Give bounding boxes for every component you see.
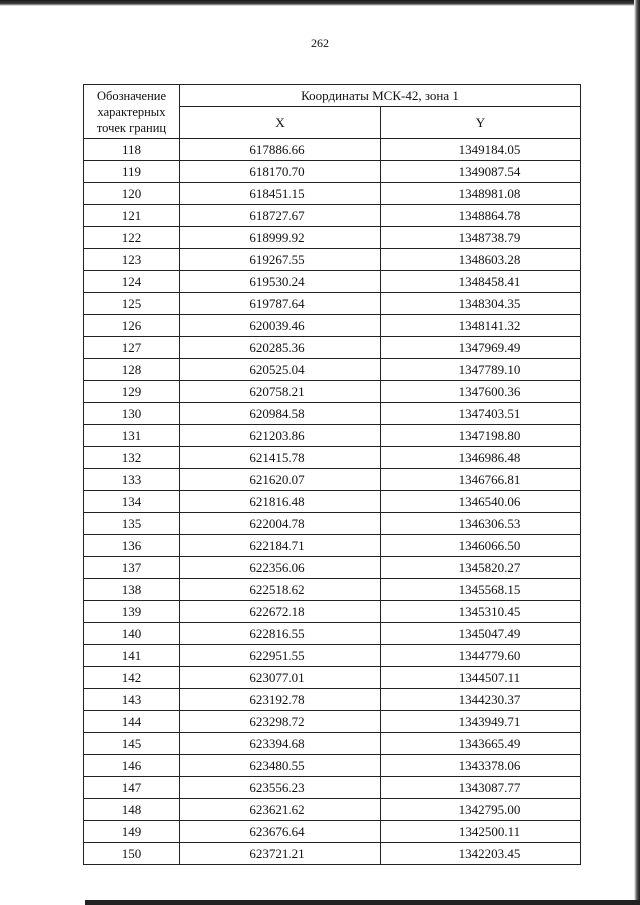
table-row [84, 315, 581, 337]
y-coordinate-cell: 1342500.11 [381, 821, 581, 843]
point-number-cell: 121 [84, 205, 180, 227]
x-coordinate-cell: 621620.07 [180, 469, 381, 491]
point-number-cell: 130 [84, 403, 180, 425]
point-number-cell: 138 [84, 579, 180, 601]
table-row [84, 469, 581, 491]
x-coordinate-cell: 622518.62 [180, 579, 381, 601]
x-coordinate-cell: 619787.64 [180, 293, 381, 315]
x-coordinate-cell: 620039.46 [180, 315, 381, 337]
y-coordinate-cell: 1346986.48 [381, 447, 581, 469]
x-column-header: X [180, 107, 381, 139]
y-coordinate-cell: 1347198.80 [381, 425, 581, 447]
y-coordinate-cell: 1348141.32 [381, 315, 581, 337]
x-coordinate-cell: 622816.55 [180, 623, 381, 645]
table-body [84, 139, 581, 865]
table-row [84, 799, 581, 821]
point-number-cell: 131 [84, 425, 180, 447]
y-coordinate-cell: 1348738.79 [381, 227, 581, 249]
point-number-cell: 127 [84, 337, 180, 359]
y-coordinate-cell: 1343949.71 [381, 711, 581, 733]
table-row [84, 667, 581, 689]
point-number-cell: 139 [84, 601, 180, 623]
y-coordinate-cell: 1347789.10 [381, 359, 581, 381]
y-coordinate-cell: 1348981.08 [381, 183, 581, 205]
y-coordinate-cell: 1343087.77 [381, 777, 581, 799]
header-row-1 [84, 85, 581, 107]
x-coordinate-cell: 623298.72 [180, 711, 381, 733]
x-coordinate-cell: 622356.06 [180, 557, 381, 579]
x-coordinate-cell: 618451.15 [180, 183, 381, 205]
scan-edge-bottom [85, 900, 640, 905]
table-row [84, 535, 581, 557]
y-coordinate-cell: 1349087.54 [381, 161, 581, 183]
y-coordinate-cell: 1346766.81 [381, 469, 581, 491]
point-label-line-2: характерных [97, 104, 166, 119]
table-row [84, 623, 581, 645]
point-number-cell: 143 [84, 689, 180, 711]
point-number-cell: 118 [84, 139, 180, 161]
table-row [84, 249, 581, 271]
y-coordinate-cell: 1342203.45 [381, 843, 581, 865]
y-coordinate-cell: 1345047.49 [381, 623, 581, 645]
y-coordinate-cell: 1344507.11 [381, 667, 581, 689]
x-coordinate-cell: 621203.86 [180, 425, 381, 447]
table-row [84, 227, 581, 249]
x-coordinate-cell: 623621.62 [180, 799, 381, 821]
y-coordinate-cell: 1348458.41 [381, 271, 581, 293]
x-coordinate-cell: 620984.58 [180, 403, 381, 425]
point-number-cell: 147 [84, 777, 180, 799]
x-coordinate-cell: 622004.78 [180, 513, 381, 535]
table-row [84, 491, 581, 513]
table-row [84, 337, 581, 359]
table-row [84, 579, 581, 601]
x-coordinate-cell: 621816.48 [180, 491, 381, 513]
point-number-cell: 133 [84, 469, 180, 491]
scan-edge-top [0, 0, 640, 6]
point-number-cell: 150 [84, 843, 180, 865]
table-row [84, 755, 581, 777]
point-number-cell: 135 [84, 513, 180, 535]
table-row [84, 711, 581, 733]
table-row [84, 425, 581, 447]
coordinates-table [83, 84, 581, 865]
table-row [84, 403, 581, 425]
table-header [84, 85, 581, 139]
point-number-cell: 142 [84, 667, 180, 689]
point-number-cell: 132 [84, 447, 180, 469]
point-number-cell: 134 [84, 491, 180, 513]
x-coordinate-cell: 621415.78 [180, 447, 381, 469]
x-coordinate-cell: 618727.67 [180, 205, 381, 227]
y-column-header: Y [381, 107, 581, 139]
point-number-cell: 149 [84, 821, 180, 843]
x-coordinate-cell: 620525.04 [180, 359, 381, 381]
point-number-cell: 136 [84, 535, 180, 557]
table-row [84, 777, 581, 799]
point-number-cell: 123 [84, 249, 180, 271]
table-row [84, 843, 581, 865]
table-row [84, 359, 581, 381]
y-coordinate-cell: 1346306.53 [381, 513, 581, 535]
table-row [84, 513, 581, 535]
y-coordinate-cell: 1343665.49 [381, 733, 581, 755]
point-label-line-1: Обозначение [96, 88, 167, 103]
x-coordinate-cell: 622951.55 [180, 645, 381, 667]
point-number-cell: 140 [84, 623, 180, 645]
point-number-cell: 120 [84, 183, 180, 205]
x-coordinate-cell: 619530.24 [180, 271, 381, 293]
table-row [84, 381, 581, 403]
point-label-line-3: точек границ [96, 120, 167, 135]
x-coordinate-cell: 623676.64 [180, 821, 381, 843]
x-coordinate-cell: 620758.21 [180, 381, 381, 403]
point-number-cell: 125 [84, 293, 180, 315]
y-coordinate-cell: 1348864.78 [381, 205, 581, 227]
table-row [84, 183, 581, 205]
table-row [84, 689, 581, 711]
y-coordinate-cell: 1345310.45 [381, 601, 581, 623]
point-number-cell: 124 [84, 271, 180, 293]
y-coordinate-cell: 1345568.15 [381, 579, 581, 601]
y-coordinate-cell: 1347600.36 [381, 381, 581, 403]
y-coordinate-cell: 1348304.35 [381, 293, 581, 315]
x-coordinate-cell: 623077.01 [180, 667, 381, 689]
x-coordinate-cell: 623192.78 [180, 689, 381, 711]
scan-edge-right [634, 0, 640, 905]
y-coordinate-cell: 1347403.51 [381, 403, 581, 425]
x-coordinate-cell: 620285.36 [180, 337, 381, 359]
y-coordinate-cell: 1342795.00 [381, 799, 581, 821]
table-row [84, 205, 581, 227]
table-row [84, 601, 581, 623]
x-coordinate-cell: 623394.68 [180, 733, 381, 755]
point-number-cell: 145 [84, 733, 180, 755]
y-coordinate-cell: 1345820.27 [381, 557, 581, 579]
point-number-cell: 141 [84, 645, 180, 667]
point-number-cell: 126 [84, 315, 180, 337]
table-row [84, 293, 581, 315]
point-number-cell: 122 [84, 227, 180, 249]
x-coordinate-cell: 623480.55 [180, 755, 381, 777]
page-number: 262 [311, 36, 329, 50]
y-coordinate-cell: 1347969.49 [381, 337, 581, 359]
y-coordinate-cell: 1346540.06 [381, 491, 581, 513]
y-coordinate-cell: 1344230.37 [381, 689, 581, 711]
point-number-cell: 148 [84, 799, 180, 821]
x-coordinate-cell: 623556.23 [180, 777, 381, 799]
coordinates-group-header: Координаты МСК-42, зона 1 [180, 85, 581, 107]
y-coordinate-cell: 1346066.50 [381, 535, 581, 557]
table-row [84, 645, 581, 667]
point-number-cell: 119 [84, 161, 180, 183]
point-number-cell: 137 [84, 557, 180, 579]
y-coordinate-cell: 1348603.28 [381, 249, 581, 271]
table-row [84, 139, 581, 161]
x-coordinate-cell: 622184.71 [180, 535, 381, 557]
table-row [84, 271, 581, 293]
point-number-cell: 129 [84, 381, 180, 403]
y-coordinate-cell: 1344779.60 [381, 645, 581, 667]
point-number-cell: 146 [84, 755, 180, 777]
table-row [84, 161, 581, 183]
x-coordinate-cell: 619267.55 [180, 249, 381, 271]
y-coordinate-cell: 1349184.05 [381, 139, 581, 161]
point-number-cell: 128 [84, 359, 180, 381]
table-row [84, 733, 581, 755]
point-label-header [84, 85, 180, 139]
x-coordinate-cell: 622672.18 [180, 601, 381, 623]
table-row [84, 821, 581, 843]
point-number-cell: 144 [84, 711, 180, 733]
y-coordinate-cell: 1343378.06 [381, 755, 581, 777]
table-row [84, 557, 581, 579]
x-coordinate-cell: 623721.21 [180, 843, 381, 865]
x-coordinate-cell: 617886.66 [180, 139, 381, 161]
x-coordinate-cell: 618999.92 [180, 227, 381, 249]
x-coordinate-cell: 618170.70 [180, 161, 381, 183]
table-row [84, 447, 581, 469]
